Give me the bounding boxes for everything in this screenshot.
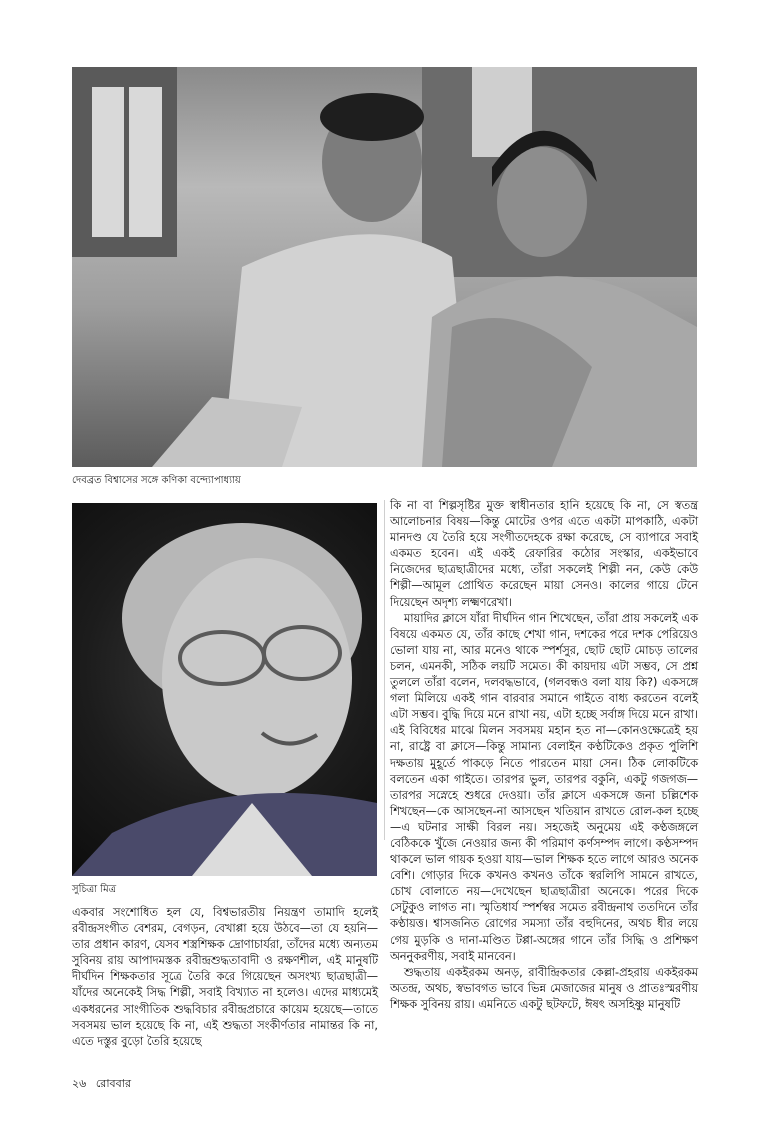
page-number: ২৬ [72, 1077, 87, 1090]
magazine-name: রোববার [95, 1077, 132, 1090]
top-photo-caption: দেবব্রত বিশ্বাসের সঙ্গে কণিকা বন্দ্যোপাধ্যায় [72, 475, 241, 486]
photo-debabrata-kanika [72, 67, 697, 467]
photo-suchitra-mitra [72, 503, 377, 876]
article-paragraph: শুদ্ধতায় একইরকম অনড়, রাবীন্দ্রিকতার কেল্লা-প্রহরায় একইরকম অতন্দ্র, অথচ, স্বভাবগত ভাবে ভিন্ন মেজাজের মানুষ ও প্রাতঃস্মরণীয় শিক্ষক সুবিনয় রায়। এমনিতে একটু ছটফটে, ঈষৎ অসহিষ্ণু মানুষটি [390, 965, 698, 1011]
article-paragraph: মায়াদির ক্লাসে যাঁরা দীর্ঘদিন গান শিখেছেন, তাঁরা প্রায় সকলেই এক বিষয়ে একমত যে, তাঁর কাছে শেখা গান, দশকের পরে দশক পেরিয়েও ভোলা যায় না, আর মনেও থাকে স্পর্শসুর, ছোট ছোট মোচড় তালের চলন, এমনকী, সঠিক লয়টি সমেত। কী কায়দায় এটা সম্ভব, সে প্রশ্ন তুললে তাঁরা বলেন, দলবদ্ধভাবে, (গলবন্ধও বলা যায় কি?) একসঙ্গে গলা মিলিয়ে একই গান বারবার সমানে গাইতে বাধ্য করতেন বলেই এটা সম্ভব। বুদ্ধি দিয়ে মনে রাখা নয়, এটা হচ্ছে সর্বাঙ্গ দিয়ে মনে রাখা। এই বিবিধের মাঝে মিলন সবসময় মহান হত না—কোনওক্ষেত্রেই হয় না, রাষ্ট্রে বা ক্লাসে—কিন্তু সামান্য বেলাইন কণ্ঠটিকেও প্রকৃত পুলিশি দক্ষতায় মুহূর্তে পাকড়ে নিতে পারতেন মায়া সেন। ঠিক লোকটিকে বলতেন একা গাইতে। তারপর ভুল, তারপর বকুনি, একটু গজগজ—তারপর সস্নেহে শুধরে দেওয়া। তাঁর ক্লাসে একসঙ্গে জনা চল্লিশেক শিখছেন—কে আসছেন-না আসছেন খতিয়ান রাখতে রোল-কল হচ্ছে—এ ঘটনার সাক্ষী বিরল নয়। সহজেই অনুমেয় এই কণ্ঠজঙ্গলে বেঠিককে খুঁজে নেওয়ার জন্য কী পরিমাণ কর্ণসম্পদ লাগে। কণ্ঠসম্পদ থাকলে ভাল গায়ক হওয়া যায়—ভাল শিক্ষক হতে লাগে আরও অনেক বেশি। গোড়ার দিকে কখনও কখনও তাঁকে স্বরলিপি সামনে রাখতে, চোখ বোলাতে নয়—দেখেছেন ছাত্রছাত্রীরা অনেকে। পরের দিকে সেটুকুও লাগত না। স্মৃতিধার্য স্পর্শস্বর সমেত রবীন্দ্রনাথ ততদিনে তাঁর কণ্ঠায়ত্ত। শ্বাসজনিত রোগের সমস্যা তাঁর বহুদিনের, অথচ ধীর লয়ে গেয় মুড়কি ও দানা-মণ্ডিত টপ্পা-অঙ্গের গানে তাঁর সিদ্ধি ও প্রশিক্ষণ অননুকরণীয়, সবাই মানবেন। [390, 611, 698, 963]
column-divider [384, 500, 385, 840]
portrait-illustration [72, 503, 377, 876]
left-photo-caption: সুচিত্রা মিত্র [72, 884, 117, 895]
article-paragraph: কি না বা শিল্পসৃষ্টির মুক্ত স্বাধীনতার হানি হয়েছে কি না, সে স্বতন্ত্র আলোচনার বিষয়—কিন্তু মোটের ওপর এতে একটা মাপকাঠি, একটা মানদণ্ড যে তৈরি হয়ে সংগীতদেহকে রক্ষা করেছে, সে ব্যাপারে সবাই একমত হবেন। এই একই রেফারির কঠোর সংস্কার, একইভাবে নিজেদের ছাত্রছাত্রীদের মধ্যে, তাঁরা সকলেই শিল্পী নন, কেউ কেউ শিল্পী—আমূল প্রোথিত করেছেন মায়া সেনও। কালের গায়ে টেনে দিয়েছেন অদৃশ্য লক্ষ্মণরেখা। [390, 499, 698, 609]
article-left-column [72, 905, 378, 1050]
article-right-column [390, 498, 698, 1013]
article-paragraph: একবার সংশোধিত হল যে, বিশ্বভারতীয় নিয়ন্ত্রণ তামাদি হলেই রবীন্দ্রসংগীত বেশরম, বেগড়ন, বেখাপ্পা হয়ে উঠবে—তা যে হয়নি—তার প্রধান কারণ, যেসব শস্ত্রশিক্ষক দ্রোণাচার্যরা, তাঁদের মধ্যে অন্যতম সুবিনয় রায় আপাদমস্তক রবীন্দ্রশুদ্ধতাবাদী ও রক্ষণশীল, এই মানুষটি দীর্ঘদিন শিক্ষকতার সূত্রে তৈরি করে গিয়েছেন অসংখ্য ছাত্রছাত্রী—যাঁদের অনেকেই সিদ্ধ শিল্পী, সবাই বিখ্যাত না হলেও। এদের মাধ্যমেই একধরনের সাংগীতিক শুদ্ধবিচার রবীন্দ্রপ্রচারে কায়েম হয়েছে—তাতে সবসময় ভাল হয়েছে কি না, এই শুদ্ধতা সংকীর্ণতার নামান্তর কি না, এতে দস্তুর বুড়ো তৈরি হয়েছে [72, 906, 378, 1048]
page-footer [72, 1075, 131, 1094]
photo-scene-illustration [72, 67, 697, 467]
